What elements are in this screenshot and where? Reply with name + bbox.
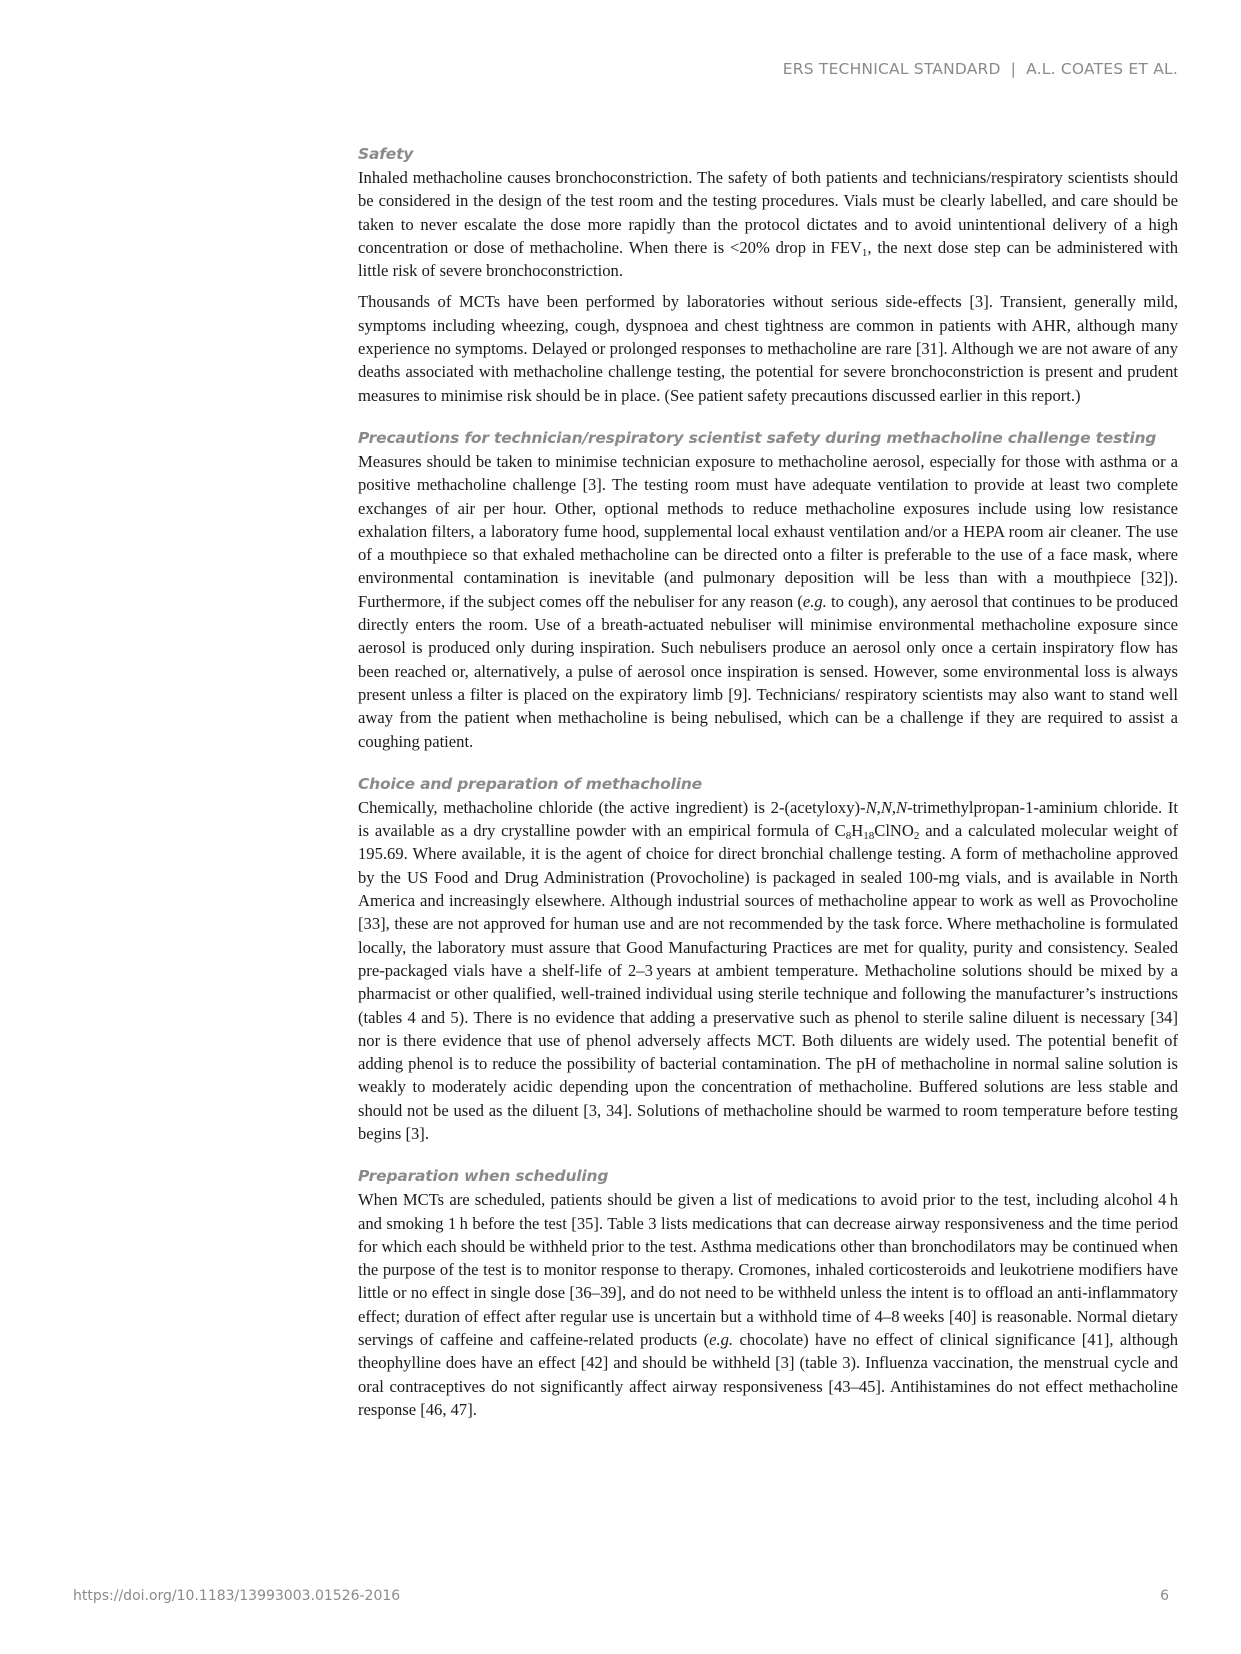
doi-link[interactable]: https://doi.org/10.1183/13993003.01526-2016 <box>73 1588 401 1604</box>
text-run: , <box>891 797 897 817</box>
paragraph <box>358 450 1178 753</box>
paragraph <box>358 1188 1178 1421</box>
italic-text: e.g. <box>802 591 827 611</box>
author-label: A.L. COATES ET AL. <box>1026 60 1178 78</box>
subscript-text: 18 <box>863 830 875 843</box>
paragraph <box>358 796 1178 1145</box>
section-choice-and-preparation-of-methacholine <box>358 773 1178 1145</box>
text-run: Thousands of MCTs have been performed by laboratories without serious side-effects [3]. Transient, generally mild, symptoms including wheezing, cough, dyspnoea and chest tightness are common in patients with AHR, although many experience no symptoms. Delayed or prolonged responses to methacholine are rare [31]. Although we are not aware of any deaths associated with methacholine challenge testing, the potential for severe bronchoconstriction is present and prudent measures to minimise risk should be in place. (See patient safety precautions discussed earlier in this report.) <box>358 292 1178 405</box>
italic-text: N <box>896 797 908 817</box>
page-number: 6 <box>1160 1588 1169 1604</box>
text-run: to cough), any aerosol that continues to be produced directly enters the room. Use of a breath-actuated nebuliser will minimise environmental methacholine exposure since aerosol is produced only during inspiration. Such nebulisers produce an aerosol only once a certain inspiratory flow has been reached or, alternatively, a pulse of aerosol once inspiration is sensed. However, some environmental loss is always present unless a filter is placed on the expiratory limb [9]. Technicians/ respiratory scientists may also want to stand well away from the patient when methacholine is being nebulised, which can be a challenge if they are required to assist a coughing patient. <box>358 591 1178 751</box>
section-preparation-when-scheduling <box>358 1165 1178 1421</box>
section-heading: Preparation when scheduling <box>358 1167 609 1186</box>
running-head <box>783 60 1178 78</box>
header-separator: | <box>1010 60 1017 78</box>
section-heading: Precautions for technician/respiratory scientist safety during methacholine challenge testing <box>358 428 1157 447</box>
text-run: Chemically, methacholine chloride (the active ingredient) is 2-(acetyloxy)- <box>358 797 866 817</box>
section-heading: Safety <box>358 145 414 163</box>
text-run: , the next dose step can be administered with little risk of severe bronchoconstriction. <box>358 237 1178 281</box>
text-run: Measures should be taken to minimise technician exposure to methacholine aerosol, especially for those with asthma or a positive methacholine challenge [3]. The testing room must have adequate ventilation to provide at least two complete exchanges of air per hour. Other, optional methods to reduce methacholine exposures include using low resistance exhalation filters, a laboratory fume hood, supplemental local exhaust ventilation and/or a HEPA room air cleaner. The use of a mouthpiece so that exhaled methacholine can be directed onto a filter is preferable to the use of a face mask, where environmental contamination is inevitable (and pulmonary deposition will be less than with a mouthpiece [32]). Furthermore, if the subject comes off the nebuliser for any reason ( <box>358 451 1178 611</box>
paragraph <box>358 290 1178 406</box>
text-run: Inhaled methacholine causes bronchoconstriction. The safety of both patients and technicians/respiratory scientists should be considered in the design of the test room and the testing procedures. Vials must be clearly labelled, and care should be taken to never escalate the dose more rapidly than the protocol dictates and to avoid unintentional delivery of a high concentration or dose of methacholine. When there is <20% drop in FEV <box>358 168 1178 257</box>
section-precautions-for-technician-respiratory-scientist-safety-during-methacholine-challenge-testing <box>358 427 1178 753</box>
text-run: , <box>876 797 881 817</box>
section-heading: Choice and preparation of methacholine <box>358 774 702 793</box>
subscript-text: 2 <box>913 830 920 843</box>
text-run: When MCTs are scheduled, patients should be given a list of medications to avoid prior to the test, including alcohol 4 h and smoking 1 h before the test [35]. Table 3 lists medications that can decrease airway responsiveness and the time period for which each should be withheld prior to the test. Asthma medications other than bronchodilators may be continued when the purpose of the test is to monitor response to therapy. Cromones, inhaled corticosteroids and leukotriene modifiers have little or no effect in single dose [36–39], and do not need to be withheld unless the intent is to offload an anti-inflammatory effect; duration of effect after regular use is uncertain but a withhold time of 4–8 weeks [40] is reasonable. Normal dietary servings of caffeine and caffeine-related products ( <box>358 1190 1178 1350</box>
text-run: and a calculated molecular weight of 195.69. Where available, it is the agent of choice for direct bronchial challenge testing. A form of methacholine approved by the US Food and Drug Administration (Provocholine) is packaged in sealed 100-mg vials, and is available in North America and increasingly elsewhere. Although industrial sources of methacholine appear to work as well as Provocholine [33], these are not approved for human use and are not recommended by the task force. Where methacholine is formulated locally, the laboratory must assure that Good Manufacturing Practices are met for quality, purity and consistency. Sealed pre-packaged vials have a shelf-life of 2–3 years at ambient temperature. Methacholine solutions should be mixed by a pharmacist or other qualified, well-trained individual using sterile technique and following the manufacturer’s instructions (tables 4 and 5). There is no evidence that adding a preservative such as phenol to sterile saline diluent is necessary [34] nor is there evidence that use of phenol adversely affects MCT. Both diluents are widely used. The potential benefit of adding phenol is to reduce the possibility of bacterial contamination. The pH of methacholine in normal saline solution is weakly to moderately acidic depending upon the concentration of methacholine. Buffered solutions are less stable and should not be used as the diluent [3, 34]. Solutions of methacholine should be warmed to room temperature before testing begins [3]. <box>358 821 1178 1143</box>
journal-label: ERS TECHNICAL STANDARD <box>782 60 1001 78</box>
text-run: chocolate) have no effect of clinical significance [41], although theophylline does have an effect [42] and should be withheld [3] (table 3). Influenza vaccination, the menstrual cycle and oral contraceptives do not significantly affect airway responsiveness [43–45]. Antihistamines do not effect methacholine response [46, 47]. <box>358 1330 1178 1419</box>
text-run: ClNO <box>874 821 914 841</box>
paragraph <box>358 166 1178 282</box>
italic-text: e.g. <box>709 1330 734 1350</box>
article-body <box>358 143 1178 1421</box>
text-run: -trimethylpropan-1-aminium chloride. It is available as a dry crystalline powder with an empirical formula of C <box>358 797 1179 841</box>
section-safety <box>358 143 1178 407</box>
italic-text: N <box>880 797 892 817</box>
subscript-text: 1 <box>861 246 868 259</box>
italic-text: N <box>865 797 877 817</box>
subscript-text: 8 <box>845 830 852 843</box>
text-run: H <box>851 821 864 841</box>
